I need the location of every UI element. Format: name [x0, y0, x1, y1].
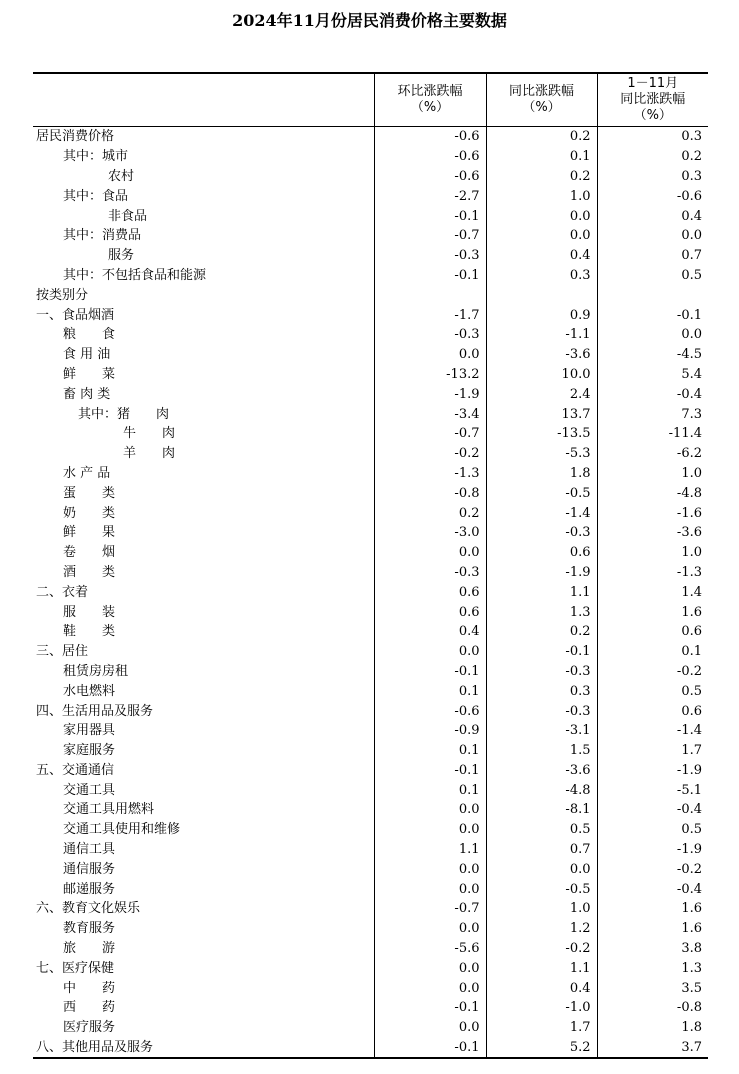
yoy-value: -0.3	[486, 701, 597, 721]
row-label: 蛋 类	[63, 485, 116, 501]
table-row	[33, 206, 708, 226]
table-row	[33, 879, 708, 899]
mom-value: -0.3	[374, 246, 486, 266]
table-row	[33, 285, 708, 305]
row-label: 服 装	[63, 604, 116, 620]
ytd-value: 0.3	[597, 167, 708, 187]
row-label: 居民消费价格	[36, 129, 115, 145]
table-row	[33, 919, 708, 939]
row-label: 鲜 果	[63, 525, 116, 541]
table-row	[33, 859, 708, 879]
yoy-value: 0.4	[486, 978, 597, 998]
mom-value: -0.7	[374, 899, 486, 919]
row-label: 四、生活用品及服务	[36, 703, 154, 719]
yoy-value: 5.2	[486, 1038, 597, 1059]
ytd-value: 1.4	[597, 582, 708, 602]
yoy-value: -4.8	[486, 780, 597, 800]
mom-value: 0.6	[374, 602, 486, 622]
mom-value: 0.0	[374, 879, 486, 899]
table-row	[33, 701, 708, 721]
table-row	[33, 266, 708, 286]
row-label: 邮递服务	[63, 881, 116, 897]
ytd-value: -3.6	[597, 523, 708, 543]
row-label: 西 药	[63, 1000, 116, 1016]
header-mom	[374, 73, 486, 127]
ytd-value: 0.1	[597, 642, 708, 662]
mom-value: 0.4	[374, 622, 486, 642]
table-row	[33, 662, 708, 682]
row-label: 农村	[108, 168, 135, 184]
row-label: 牛 肉	[123, 426, 176, 442]
mom-value: -0.1	[374, 662, 486, 682]
row-label: 其中：猪 肉	[78, 406, 170, 422]
yoy-value: -8.1	[486, 800, 597, 820]
mom-value: 0.0	[374, 919, 486, 939]
row-label: 羊 肉	[123, 446, 176, 462]
table-row	[33, 384, 708, 404]
mom-value: -3.4	[374, 404, 486, 424]
yoy-value: -0.3	[486, 662, 597, 682]
row-label: 通信工具	[63, 842, 116, 858]
table-row	[33, 998, 708, 1018]
row-label: 交通工具用燃料	[63, 802, 155, 818]
header-label-cell	[33, 73, 374, 127]
mom-value: -0.6	[374, 147, 486, 167]
table-row	[33, 226, 708, 246]
yoy-value: 0.9	[486, 305, 597, 325]
row-label: 六、教育文化娱乐	[36, 901, 141, 917]
yoy-value: 0.1	[486, 147, 597, 167]
mom-value: 0.0	[374, 859, 486, 879]
mom-value: -0.8	[374, 483, 486, 503]
mom-value: -0.6	[374, 127, 486, 147]
yoy-value: -3.6	[486, 761, 597, 781]
table-row	[33, 681, 708, 701]
row-label: 其中：城市	[63, 149, 129, 165]
mom-value: -0.7	[374, 424, 486, 444]
ytd-value: -5.1	[597, 780, 708, 800]
mom-value: -0.1	[374, 998, 486, 1018]
table-row	[33, 563, 708, 583]
ytd-value: -0.4	[597, 879, 708, 899]
page-title: 2024年11月份居民消费价格主要数据	[232, 11, 507, 30]
header-ytd-title: 同比涨跌幅	[620, 92, 686, 107]
mom-value: -1.7	[374, 305, 486, 325]
mom-value: 0.6	[374, 582, 486, 602]
row-label: 奶 类	[63, 505, 116, 521]
mom-value: -0.1	[374, 1038, 486, 1059]
ytd-value: -4.5	[597, 345, 708, 365]
row-label: 食 用 油	[63, 347, 111, 363]
yoy-value: 10.0	[486, 365, 597, 385]
ytd-value: 0.5	[597, 820, 708, 840]
ytd-value: -1.4	[597, 721, 708, 741]
ytd-value: 1.0	[597, 543, 708, 563]
ytd-value: -0.8	[597, 998, 708, 1018]
mom-value	[374, 285, 486, 305]
mom-value: -0.1	[374, 266, 486, 286]
yoy-value: -3.1	[486, 721, 597, 741]
yoy-value: 0.0	[486, 859, 597, 879]
yoy-value: 0.2	[486, 167, 597, 187]
row-label: 其中：食品	[63, 188, 129, 204]
row-label: 水电燃料	[63, 683, 116, 699]
yoy-value: 0.3	[486, 266, 597, 286]
ytd-value: 1.0	[597, 464, 708, 484]
ytd-value: 1.6	[597, 919, 708, 939]
ytd-value: -1.9	[597, 840, 708, 860]
mom-value: 0.0	[374, 800, 486, 820]
ytd-value: -0.4	[597, 800, 708, 820]
mom-value: -3.0	[374, 523, 486, 543]
row-label: 通信服务	[63, 861, 116, 877]
mom-value: 0.0	[374, 642, 486, 662]
ytd-value: 7.3	[597, 404, 708, 424]
header-yoy-unit: （%）	[522, 100, 561, 115]
ytd-value: -0.2	[597, 859, 708, 879]
table-row	[33, 345, 708, 365]
yoy-value: -5.3	[486, 444, 597, 464]
yoy-value: 1.3	[486, 602, 597, 622]
row-label: 粮 食	[63, 327, 116, 343]
table-row	[33, 127, 708, 147]
yoy-value: -13.5	[486, 424, 597, 444]
yoy-value: -0.3	[486, 523, 597, 543]
ytd-value: 0.6	[597, 701, 708, 721]
row-label: 八、其他用品及服务	[33, 1038, 374, 1059]
ytd-value: -6.2	[597, 444, 708, 464]
ytd-value: 0.0	[597, 226, 708, 246]
mom-value: 0.1	[374, 681, 486, 701]
header-ytd-unit: （%）	[633, 108, 672, 123]
mom-value: -2.7	[374, 186, 486, 206]
table-row	[33, 147, 708, 167]
row-label: 家庭服务	[63, 743, 116, 759]
row-label: 三、居住	[36, 644, 89, 660]
yoy-value: -1.9	[486, 563, 597, 583]
mom-value: -0.1	[374, 761, 486, 781]
table-row	[33, 622, 708, 642]
row-label: 七、医疗保健	[36, 960, 115, 976]
table-row	[33, 939, 708, 959]
table-row	[33, 899, 708, 919]
table-row	[33, 958, 708, 978]
table-row	[33, 464, 708, 484]
table-row	[33, 642, 708, 662]
mom-value: -0.3	[374, 325, 486, 345]
yoy-value: -3.6	[486, 345, 597, 365]
yoy-value: 0.6	[486, 543, 597, 563]
ytd-value: 1.3	[597, 958, 708, 978]
table-row	[33, 523, 708, 543]
table-row	[33, 820, 708, 840]
ytd-value: 3.8	[597, 939, 708, 959]
table-row	[33, 840, 708, 860]
ytd-value: 0.4	[597, 206, 708, 226]
ytd-value: 1.8	[597, 1018, 708, 1038]
yoy-value: 0.2	[486, 127, 597, 147]
mom-value: 0.0	[374, 978, 486, 998]
ytd-value: 0.0	[597, 325, 708, 345]
yoy-value: 1.0	[486, 186, 597, 206]
yoy-value: 2.4	[486, 384, 597, 404]
table-row	[33, 582, 708, 602]
row-label: 交通工具使用和维修	[63, 822, 181, 838]
table-row	[33, 780, 708, 800]
mom-value: -0.9	[374, 721, 486, 741]
yoy-value: 0.3	[486, 681, 597, 701]
mom-value: -5.6	[374, 939, 486, 959]
row-label: 非食品	[108, 208, 148, 224]
row-label: 医疗服务	[63, 1020, 116, 1036]
header-yoy-title: 同比涨跌幅	[508, 84, 574, 99]
ytd-value	[597, 285, 708, 305]
ytd-value: 5.4	[597, 365, 708, 385]
header-ytd-period: 1－11月	[627, 76, 679, 91]
yoy-value: -1.0	[486, 998, 597, 1018]
ytd-value: 0.5	[597, 266, 708, 286]
table-row	[33, 721, 708, 741]
yoy-value: 1.1	[486, 582, 597, 602]
table-row	[33, 1038, 708, 1059]
ytd-value: -11.4	[597, 424, 708, 444]
mom-value: -13.2	[374, 365, 486, 385]
ytd-value: 3.7	[597, 1038, 708, 1059]
table-row	[33, 167, 708, 187]
yoy-value: 1.2	[486, 919, 597, 939]
yoy-value: 1.8	[486, 464, 597, 484]
row-label: 租赁房房租	[63, 663, 129, 679]
table-row	[33, 444, 708, 464]
ytd-value: -4.8	[597, 483, 708, 503]
yoy-value	[486, 285, 597, 305]
ytd-value: -0.1	[597, 305, 708, 325]
table-row	[33, 800, 708, 820]
table-row	[33, 186, 708, 206]
ytd-value: 1.6	[597, 602, 708, 622]
ytd-value: 1.6	[597, 899, 708, 919]
mom-value: 0.0	[374, 820, 486, 840]
row-label: 酒 类	[63, 564, 116, 580]
row-label: 按类别分	[36, 287, 89, 303]
ytd-value: -0.4	[597, 384, 708, 404]
row-label: 鞋 类	[63, 624, 116, 640]
ytd-value: 0.2	[597, 147, 708, 167]
mom-value: -0.3	[374, 563, 486, 583]
mom-value: -0.7	[374, 226, 486, 246]
row-label: 家用器具	[63, 723, 116, 739]
yoy-value: -1.4	[486, 503, 597, 523]
table-row	[33, 424, 708, 444]
row-label: 水 产 品	[63, 465, 111, 481]
table-row	[33, 741, 708, 761]
ytd-value: -1.3	[597, 563, 708, 583]
table-row	[33, 1018, 708, 1038]
table-row	[33, 761, 708, 781]
row-label: 旅 游	[63, 941, 116, 957]
table-row	[33, 978, 708, 998]
row-label: 服务	[108, 248, 135, 264]
table-body	[33, 127, 708, 1059]
ytd-value: 0.5	[597, 681, 708, 701]
row-label: 一、食品烟酒	[36, 307, 115, 323]
mom-value: 0.2	[374, 503, 486, 523]
row-label: 二、衣着	[36, 584, 89, 600]
yoy-value: 1.1	[486, 958, 597, 978]
yoy-value: -0.5	[486, 483, 597, 503]
ytd-value: -0.2	[597, 662, 708, 682]
row-label: 畜 肉 类	[63, 386, 111, 402]
mom-value: -1.3	[374, 464, 486, 484]
yoy-value: -0.5	[486, 879, 597, 899]
table-row	[33, 602, 708, 622]
table-row	[33, 305, 708, 325]
mom-value: 0.0	[374, 543, 486, 563]
table-row	[33, 543, 708, 563]
mom-value: 0.0	[374, 958, 486, 978]
ytd-value: 1.7	[597, 741, 708, 761]
yoy-value: 0.4	[486, 246, 597, 266]
yoy-value: 0.0	[486, 206, 597, 226]
table-row	[33, 246, 708, 266]
table-row	[33, 483, 708, 503]
ytd-value: -1.9	[597, 761, 708, 781]
header-ytd	[597, 73, 708, 127]
row-label: 其中：不包括食品和能源	[63, 267, 207, 283]
row-label: 鲜 菜	[63, 366, 116, 382]
table-header	[33, 73, 708, 127]
header-yoy	[486, 73, 597, 127]
yoy-value: 1.0	[486, 899, 597, 919]
row-label: 其中：消费品	[63, 228, 142, 244]
table-row	[33, 365, 708, 385]
header-mom-unit: （%）	[410, 100, 450, 115]
ytd-value: 0.7	[597, 246, 708, 266]
row-label: 卷 烟	[63, 545, 116, 561]
yoy-value: 0.0	[486, 226, 597, 246]
yoy-value: 0.5	[486, 820, 597, 840]
ytd-value: 0.3	[597, 127, 708, 147]
row-label: 五、交通通信	[36, 762, 115, 778]
yoy-value: 13.7	[486, 404, 597, 424]
mom-value: 0.0	[374, 345, 486, 365]
row-label: 中 药	[63, 980, 116, 996]
ytd-value: -1.6	[597, 503, 708, 523]
mom-value: -1.9	[374, 384, 486, 404]
row-label: 教育服务	[63, 921, 116, 937]
ytd-value: -0.6	[597, 186, 708, 206]
mom-value: -0.6	[374, 701, 486, 721]
yoy-value: 1.5	[486, 741, 597, 761]
mom-value: 0.1	[374, 780, 486, 800]
yoy-value: -0.1	[486, 642, 597, 662]
mom-value: -0.1	[374, 206, 486, 226]
mom-value: -0.6	[374, 167, 486, 187]
table-row	[33, 404, 708, 424]
header-mom-title: 环比涨跌幅	[397, 84, 463, 99]
yoy-value: -1.1	[486, 325, 597, 345]
cpi-table	[33, 72, 708, 1059]
row-label: 交通工具	[63, 782, 116, 798]
mom-value: 1.1	[374, 840, 486, 860]
table-row	[33, 503, 708, 523]
yoy-value: 0.7	[486, 840, 597, 860]
table-row	[33, 325, 708, 345]
yoy-value: 1.7	[486, 1018, 597, 1038]
ytd-value: 3.5	[597, 978, 708, 998]
mom-value: 0.1	[374, 741, 486, 761]
mom-value: -0.2	[374, 444, 486, 464]
yoy-value: 0.2	[486, 622, 597, 642]
yoy-value: -0.2	[486, 939, 597, 959]
mom-value: 0.0	[374, 1018, 486, 1038]
ytd-value: 0.6	[597, 622, 708, 642]
